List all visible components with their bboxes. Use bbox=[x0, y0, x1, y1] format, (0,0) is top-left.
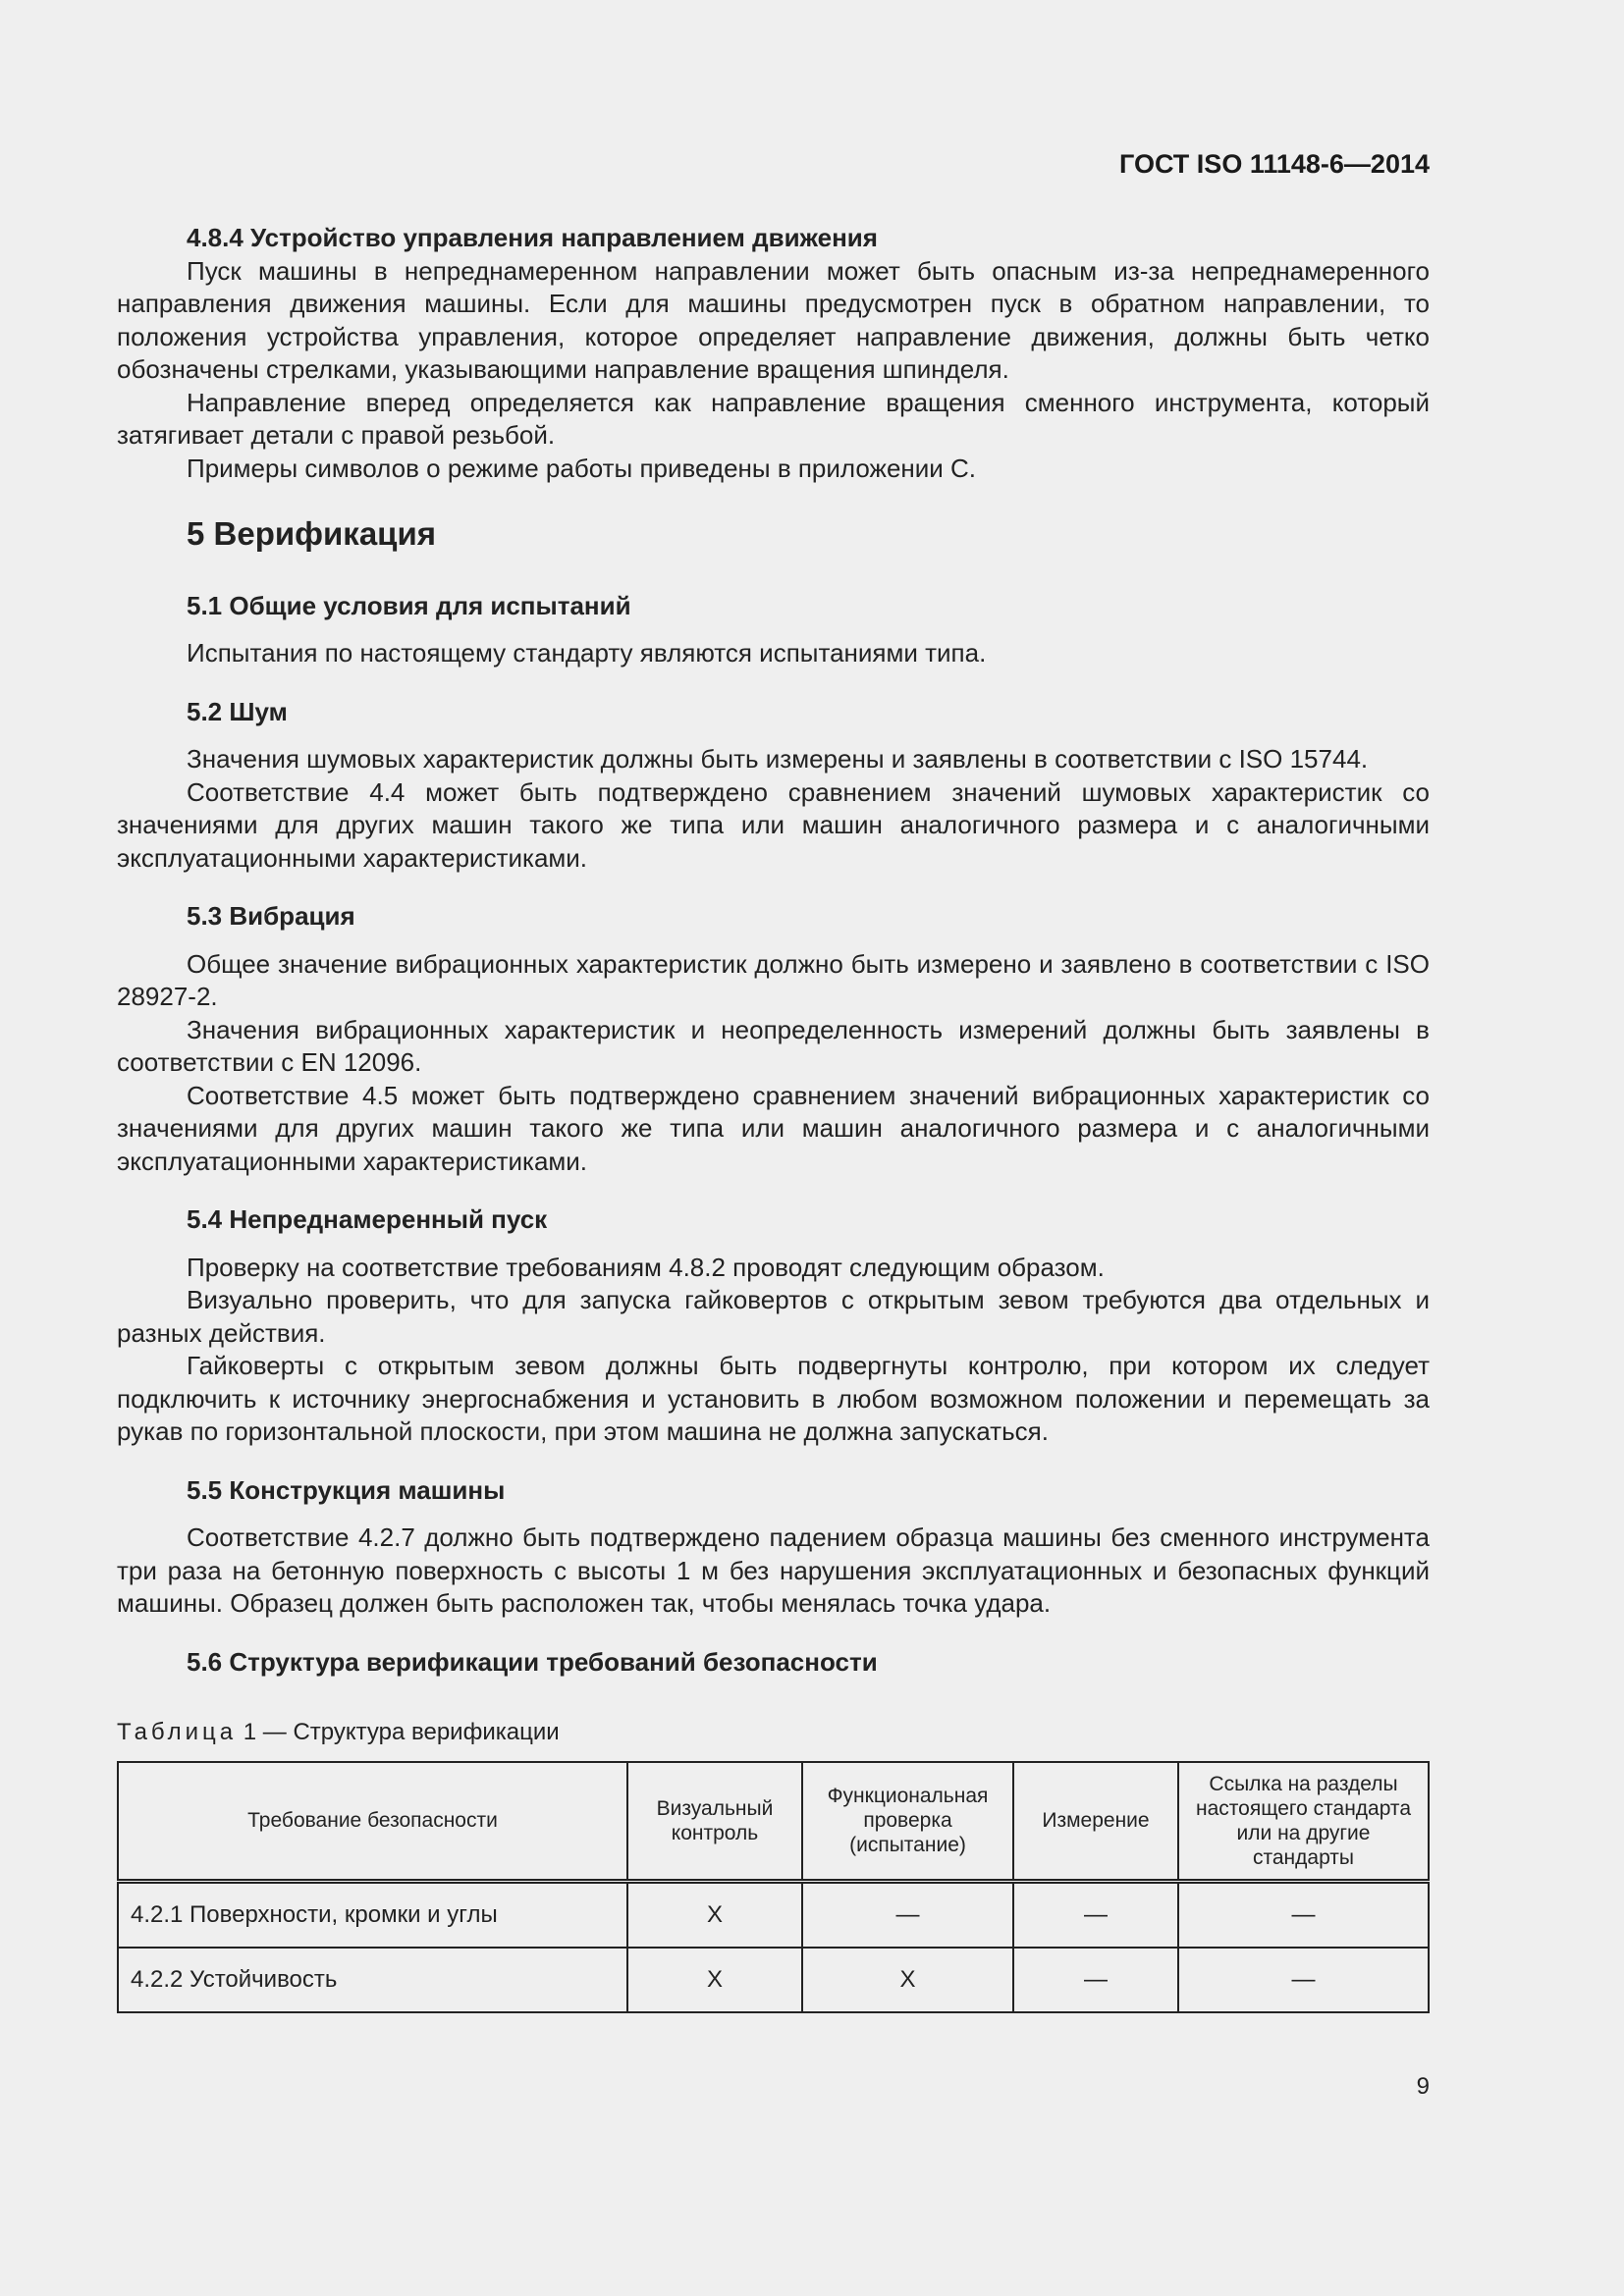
table-cell: X bbox=[802, 1948, 1013, 2012]
header-cell: Требование безопасности bbox=[118, 1762, 627, 1882]
header-cell: Функциональная проверка (испытание) bbox=[802, 1762, 1013, 1882]
table-cell: — bbox=[1013, 1948, 1178, 2012]
table-cell: — bbox=[1178, 1948, 1429, 2012]
table-cell: 4.2.2 Устойчивость bbox=[118, 1948, 627, 2012]
paragraph: Визуально проверить, что для запуска гайковертов с открытым зевом требуются два отдельных и разных действия. bbox=[117, 1285, 1430, 1348]
paragraph: Значения шумовых характеристик должны быть измерены и заявлены в соответствии с ISO 15744. bbox=[187, 744, 1369, 774]
paragraph: Пуск машины в непреднамеренном направлении может быть опасным из-за непреднамеренного направления движения машины. Если для машины предусмотрен пуск в обратном направлении, то положения устройства управления, которое определяет направление движения, должны быть четко обозначены стрелками, указывающими направление вращения шпинделя. bbox=[117, 255, 1430, 384]
verification-table bbox=[117, 1761, 1430, 2013]
section-5-6-title: 5.6 Структура верификации требований безопасности bbox=[187, 1646, 878, 1677]
header-cell: Измерение bbox=[1013, 1762, 1178, 1882]
table-cell: 4.2.1 Поверхности, кромки и углы bbox=[118, 1881, 627, 1948]
paragraph: Гайковерты с открытым зевом должны быть подвергнуты контролю, при котором их следует подключить к источнику энергоснабжения и установить в любом возможном положении и перемещать за рукав по горизонтальной плоскости, при этом машина не должна запускаться. bbox=[117, 1351, 1430, 1446]
paragraph: Примеры символов о режиме работы приведены в приложении С. bbox=[187, 453, 977, 483]
page-number: 9 bbox=[1416, 2073, 1430, 2100]
paragraph: Испытания по настоящему стандарту являются испытаниями типа. bbox=[187, 638, 987, 667]
section-4-8-4-title: 4.8.4 Устройство управления направлением движения bbox=[187, 223, 878, 252]
table-caption-label: Таблица bbox=[117, 1719, 238, 1745]
header-cell: Визуальный контроль bbox=[627, 1762, 802, 1882]
paragraph: Направление вперед определяется как направление вращения сменного инструмента, который затягивает детали с правой резьбой. bbox=[117, 387, 1430, 450]
section-5-4-title: 5.4 Непреднамеренный пуск bbox=[187, 1204, 548, 1234]
header-cell: Ссылка на разделы настоящего стандарта или на другие стандарты bbox=[1178, 1762, 1429, 1882]
paragraph: Соответствие 4.4 может быть подтверждено сравнением значений шумовых характеристик со значениями для других машин такого же типа или машин аналогичного размера и с аналогичными эксплуатационными характеристиками. bbox=[117, 776, 1430, 873]
table-header-row bbox=[118, 1762, 1429, 1882]
table-cell: X bbox=[627, 1881, 802, 1948]
section-5-5-title: 5.5 Конструкция машины bbox=[187, 1474, 506, 1505]
section-5-2-title: 5.2 Шум bbox=[187, 696, 288, 726]
paragraph: Соответствие 4.5 может быть подтверждено сравнением значений вибрационных характеристик со значениями для других машин такого же типа или машин аналогичного размера и с аналогичными эксплуатационными характеристиками. bbox=[117, 1080, 1430, 1176]
paragraph: Общее значение вибрационных характеристик должно быть измерено и заявлено в соответствии с ISO 28927-2. bbox=[117, 948, 1430, 1011]
document-body bbox=[117, 222, 1430, 2013]
paragraph: Соответствие 4.2.7 должно быть подтверждено падением образца машины без сменного инструмента три раза на бетонную поверхность с высоты 1 м без нарушения эксплуатационных и безопасных функций машины. Образец должен быть расположен так, чтобы менялась точка удара. bbox=[117, 1522, 1430, 1618]
paragraph: Значения вибрационных характеристик и неопределенность измерений должны быть заявлены в соответствии с EN 12096. bbox=[117, 1014, 1430, 1077]
table-caption-text: 1 — Структура верификации bbox=[243, 1719, 560, 1745]
section-5-3-title: 5.3 Вибрация bbox=[187, 901, 355, 931]
document-header: ГОСТ ISO 11148-6—2014 bbox=[1119, 149, 1430, 179]
table-cell: — bbox=[802, 1881, 1013, 1948]
table-row bbox=[118, 1948, 1429, 2012]
table-row bbox=[118, 1881, 1429, 1948]
table-cell: — bbox=[1013, 1881, 1178, 1948]
paragraph: Проверку на соответствие требованиям 4.8.2 проводят следующим образом. bbox=[187, 1252, 1105, 1282]
section-5-title: 5 Верификация bbox=[187, 515, 437, 552]
section-5-1-title: 5.1 Общие условия для испытаний bbox=[187, 590, 631, 620]
table-cell: — bbox=[1178, 1881, 1429, 1948]
table-caption bbox=[117, 1716, 1430, 1749]
table-cell: X bbox=[627, 1948, 802, 2012]
